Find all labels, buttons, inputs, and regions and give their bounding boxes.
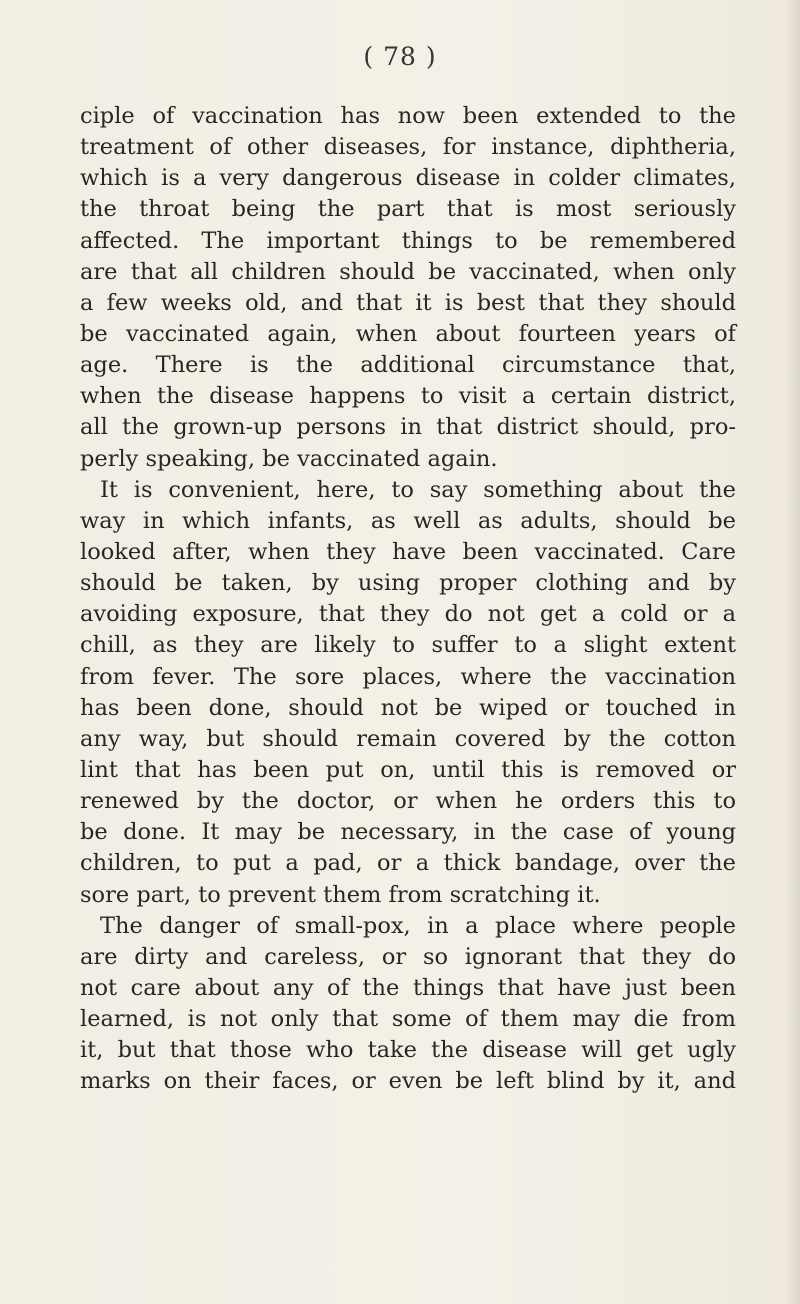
text-line: avoiding exposure, that they do not get a cold or a bbox=[80, 601, 736, 628]
text-line: are dirty and careless, or so ignorant that they do bbox=[80, 943, 736, 970]
text-line: be vaccinated again, when about fourteen years of bbox=[80, 320, 736, 347]
page-number: ( 78 ) bbox=[363, 42, 437, 71]
text-line: children, to put a pad, or a thick bandage, over the bbox=[80, 850, 736, 877]
text-line: not care about any of the things that have just been bbox=[80, 974, 736, 1001]
text-line: be done. It may be necessary, in the case of young bbox=[80, 819, 736, 846]
text-line: the throat being the part that is most seriously bbox=[80, 196, 736, 223]
text-line: affected. The important things to be remembered bbox=[80, 227, 736, 254]
text-line: The danger of small-pox, in a place where people bbox=[100, 912, 736, 939]
text-line: sore part, to prevent them from scratching it. bbox=[80, 881, 601, 908]
text-line: are that all children should be vaccinated, when only bbox=[80, 258, 736, 285]
text-line: marks on their faces, or even be left blind by it, and bbox=[80, 1068, 736, 1095]
text-line: when the disease happens to visit a certain district, bbox=[80, 383, 736, 410]
text-line: perly speaking, be vaccinated again. bbox=[80, 445, 498, 472]
text-line: all the grown-up persons in that district should, pro- bbox=[80, 414, 736, 441]
text-line: from fever. The sore places, where the vaccination bbox=[80, 663, 736, 690]
body-text bbox=[80, 101, 736, 1098]
text-line: ciple of vaccination has now been extended to the bbox=[80, 103, 736, 129]
text-line: any way, but should remain covered by the cotton bbox=[80, 725, 736, 752]
text-line: looked after, when they have been vaccinated. Care bbox=[80, 538, 736, 565]
text-line: renewed by the doctor, or when he orders this to bbox=[80, 788, 736, 815]
text-line: It is convenient, here, to say something about the bbox=[100, 476, 736, 503]
text-line: chill, as they are likely to suffer to a slight extent bbox=[80, 632, 736, 659]
text-line: age. There is the additional circumstance that, bbox=[80, 352, 736, 379]
page-edge-shadow bbox=[786, 0, 800, 1304]
text-line: learned, is not only that some of them may die from bbox=[80, 1006, 736, 1033]
text-line: which is a very dangerous disease in colder climates, bbox=[80, 165, 736, 192]
text-line: it, but that those who take the disease will get ugly bbox=[80, 1037, 736, 1064]
text-line: should be taken, by using proper clothing and by bbox=[80, 570, 736, 597]
text-line: treatment of other diseases, for instance, diphtheria, bbox=[80, 134, 736, 161]
text-line: way in which infants, as well as adults, should be bbox=[80, 507, 736, 534]
text-line: a few weeks old, and that it is best that they should bbox=[80, 289, 736, 316]
text-line: has been done, should not be wiped or touched in bbox=[80, 694, 736, 721]
text-line: lint that has been put on, until this is removed or bbox=[80, 756, 736, 783]
